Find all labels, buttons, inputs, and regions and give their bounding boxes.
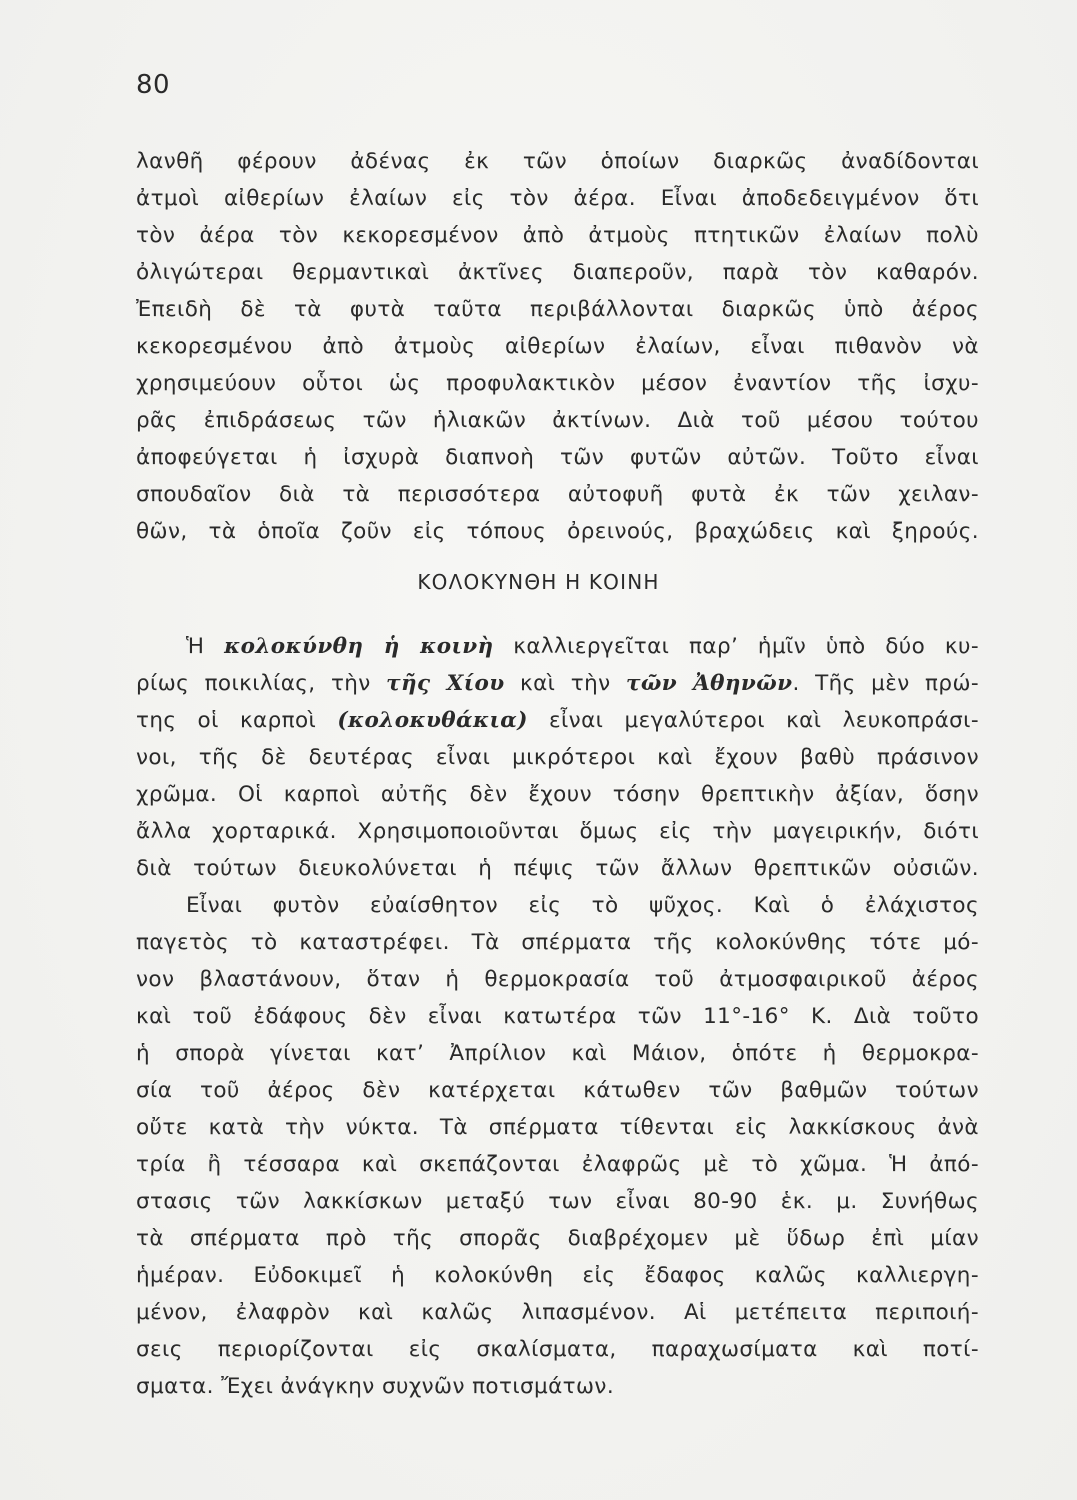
text-line: ἡ σπορὰ γίνεται κατ’ Ἀπρίλιον καὶ Μάιον, ὁπότε ἡ θερμοκρα- bbox=[136, 1041, 979, 1066]
text-line: χρῶμα. Οἱ καρποὶ αὐτῆς δὲν ἔχουν τόσην θρεπτικὴν ἀξίαν, ὅσην bbox=[136, 782, 979, 807]
italic-term: τῆς Χίου bbox=[386, 671, 505, 696]
text-line: τὸν ἀέρα τὸν κεκορεσμένον ἀπὸ ἀτμοὺς πτητικῶν ἐλαίων πολὺ bbox=[136, 223, 979, 248]
italic-term: κολοκύνθη ἡ κοινὴ bbox=[224, 634, 494, 659]
text-line: ἀτμοὶ αἰθερίων ἐλαίων εἰς τὸν ἀέρα. Εἶναι ἀποδεδειγμένον ὅτι bbox=[136, 186, 979, 211]
text-line: ἡμέραν. Εὐδοκιμεῖ ἡ κολοκύνθη εἰς ἔδαφος καλῶς καλλιεργη- bbox=[136, 1263, 979, 1288]
text-line: ἀποφεύγεται ἡ ἰσχυρὰ διαπνοὴ τῶν φυτῶν αὐτῶν. Τοῦτο εἶναι bbox=[136, 445, 979, 470]
text-line: νοι, τῆς δὲ δευτέρας εἶναι μικρότεροι καὶ ἔχουν βαθὺ πράσινον bbox=[136, 745, 979, 770]
text-line: μένον, ἐλαφρὸν καὶ καλῶς λιπασμένον. Αἱ μετέπειτα περιποιή- bbox=[136, 1300, 979, 1325]
text-line: σματα. Ἔχει ἀνάγκην συχνῶν ποτισμάτων. bbox=[136, 1374, 615, 1399]
text-line: καὶ τοῦ ἐδάφους δὲν εἶναι κατωτέρα τῶν 11°-16° Κ. Διὰ τοῦτο bbox=[136, 1004, 979, 1029]
text-line: στασις τῶν λακκίσκων μεταξύ των εἶναι 80-90 ἑκ. μ. Συνήθως bbox=[136, 1189, 979, 1214]
text-line: ρᾶς ἐπιδράσεως τῶν ἡλιακῶν ἀκτίνων. Διὰ τοῦ μέσου τούτου bbox=[136, 408, 979, 433]
text-line: νον βλαστάνουν, ὅταν ἡ θερμοκρασία τοῦ ἀτμοσφαιρικοῦ ἀέρος bbox=[136, 967, 979, 992]
text-line: τρία ἢ τέσσαρα καὶ σκεπάζονται ἐλαφρῶς μὲ τὸ χῶμα. Ἡ ἀπό- bbox=[136, 1152, 979, 1177]
text-line: παγετὸς τὸ καταστρέφει. Τὰ σπέρματα τῆς κολοκύνθης τότε μό- bbox=[136, 930, 979, 955]
text-line: της οἱ καρποὶ (κολοκυθάκια) εἶναι μεγαλύτεροι καὶ λευκοπράσι- bbox=[136, 708, 979, 733]
text-line: σία τοῦ ἀέρος δὲν κατέρχεται κάτωθεν τῶν βαθμῶν τούτων bbox=[136, 1078, 979, 1103]
italic-term: τῶν Ἀθηνῶν bbox=[625, 671, 793, 696]
text-line: Εἶναι φυτὸν εὐαίσθητον εἰς τὸ ψῦχος. Καὶ ὁ ἐλάχιστος bbox=[186, 893, 979, 918]
text-line: θῶν, τὰ ὁποῖα ζοῦν εἰς τόπους ὀρεινούς, βραχώδεις καὶ ξηρούς. bbox=[136, 519, 979, 544]
text-line: τὰ σπέρματα πρὸ τῆς σπορᾶς διαβρέχομεν μὲ ὕδωρ ἐπὶ μίαν bbox=[136, 1226, 979, 1251]
text-line: σεις περιορίζονται εἰς σκαλίσματα, παραχωσίματα καὶ ποτί- bbox=[136, 1337, 979, 1362]
page-number: 80 bbox=[136, 70, 171, 100]
text-line: διὰ τούτων διευκολύνεται ἡ πέψις τῶν ἄλλων θρεπτικῶν οὐσιῶν. bbox=[136, 856, 979, 881]
text-line: ὀλιγώτεραι θερμαντικαὶ ἀκτῖνες διαπεροῦν, παρὰ τὸν καθαρόν. bbox=[136, 260, 979, 285]
text-line: Ἡ κολοκύνθη ἡ κοινὴ καλλιεργεῖται παρ’ ἡμῖν ὑπὸ δύο κυ- bbox=[186, 634, 979, 659]
text-line: χρησιμεύουν οὗτοι ὡς προφυλακτικὸν μέσον ἐναντίον τῆς ἰσχυ- bbox=[136, 371, 979, 396]
text-line: Ἐπειδὴ δὲ τὰ φυτὰ ταῦτα περιβάλλονται διαρκῶς ὑπὸ ἀέρος bbox=[136, 297, 979, 322]
text-line: σπουδαῖον διὰ τὰ περισσότερα αὐτοφυῆ φυτὰ ἐκ τῶν χειλαν- bbox=[136, 482, 979, 507]
text-line: ρίως ποικιλίας, τὴν τῆς Χίου καὶ τὴν τῶν Ἀθηνῶν. Τῆς μὲν πρώ- bbox=[136, 671, 980, 696]
italic-term: (κολοκυθάκια) bbox=[337, 708, 528, 733]
text-line: κεκορεσμένου ἀπὸ ἀτμοὺς αἰθερίων ἐλαίων, εἶναι πιθανὸν νὰ bbox=[136, 334, 979, 359]
text-line: ἄλλα χορταρικά. Χρησιμοποιοῦνται ὅμως εἰς τὴν μαγειρικήν, διότι bbox=[136, 819, 979, 844]
text-line: οὔτε κατὰ τὴν νύκτα. Τὰ σπέρματα τίθενται εἰς λακκίσκους ἀνὰ bbox=[136, 1115, 979, 1140]
section-heading: ΚΟΛΟΚΥΝΘΗ Η ΚΟΙΝΗ bbox=[417, 570, 660, 594]
text-line: λανθῆ φέρουν ἀδένας ἐκ τῶν ὁποίων διαρκῶς ἀναδίδονται bbox=[136, 149, 979, 174]
